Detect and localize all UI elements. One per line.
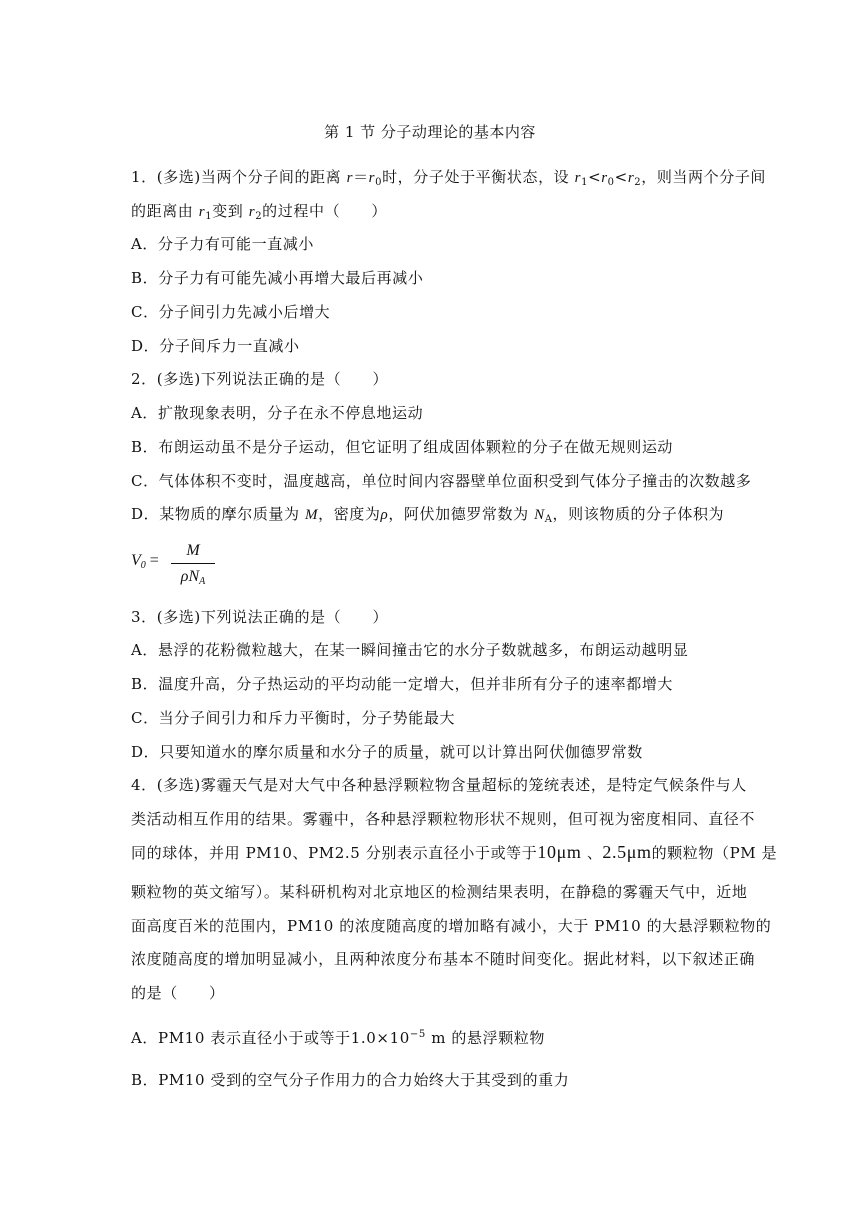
q3-option-d: D．只要知道水的摩尔质量和水分子的质量，就可以计算出阿伏伽德罗常数 (131, 743, 643, 761)
q4-option-a-part: A．PM10 表示直径小于或等于 (131, 1029, 351, 1047)
symbol-r2: r (248, 204, 256, 220)
q1-stem-part: 1．(多选)当两个分子间的距离 (131, 168, 347, 186)
formula-V-sub: 0 (140, 560, 146, 571)
symbol-r1-sub: 1 (581, 177, 589, 188)
symbol-r2: r (627, 170, 635, 186)
q4-line-2: 类活动相互作用的结果。雾霾中，各种悬浮颗粒物形状不规则，但可视为密度相同、直径不 (131, 810, 756, 828)
symbol-r0-sub: 0 (607, 177, 615, 188)
q2-stem: 2．(多选)下列说法正确的是（ ） (131, 370, 389, 388)
q2-option-d-part: ，则该物质的分子体积为 (552, 505, 725, 523)
symbol-M: M (305, 507, 319, 523)
formula-fraction-bar (171, 563, 215, 564)
symbol-rho: ρ (380, 507, 389, 523)
symbol-r0: r (601, 170, 608, 186)
q2-option-a: A．扩散现象表明，分子在永不停息地运动 (131, 404, 424, 422)
symbol-r0-sub: 0 (375, 177, 383, 188)
formula-den-sub: A (199, 576, 206, 587)
q3-stem: 3．(多选)下列说法正确的是（ ） (131, 608, 389, 626)
formula-numerator: M (186, 542, 200, 559)
q4-line-7: 的是（ ） (131, 984, 225, 1002)
section-title: 第 1 节 分子动理论的基本内容 (324, 123, 536, 141)
q2-option-d-part: ，阿伏加德罗常数为 (388, 505, 535, 523)
q3-option-b: B．温度升高，分子热运动的平均动能一定增大，但并非所有分子的速率都增大 (131, 675, 674, 693)
formula-fraction (171, 540, 215, 588)
formula-lhs (131, 552, 159, 570)
q4-option-a-exponent: −5 (409, 1029, 426, 1040)
q1-stem-part: 时，分子处于平衡状态，设 (382, 168, 575, 186)
symbol-r1: r (574, 170, 582, 186)
symbol-r2-sub: 2 (255, 211, 263, 222)
q4-2-5um: 2.5μm (602, 842, 652, 862)
q3-option-a: A．悬浮的花粉微粒越大，在某一瞬间撞击它的水分子数就越多，布朗运动越明显 (131, 641, 689, 659)
q1-stem-line1 (131, 166, 767, 188)
symbol-lt: < (588, 168, 602, 186)
q4-line-3 (131, 842, 778, 863)
symbol-lt: < (614, 168, 628, 186)
formula-equals: = (145, 552, 159, 569)
q1-stem-part: 的过程中（ ） (262, 202, 387, 220)
q1-option-c: C．分子间引力先减小后增大 (131, 303, 331, 321)
q4-line-1: 4．(多选)雾霾天气是对大气中各种悬浮颗粒物含量超标的笼统表述，是特定气候条件与人 (131, 776, 747, 794)
q4-line-3-part: 同的球体，并用 PM10、PM2.5 分别表示直径小于或等于 (131, 844, 538, 862)
q4-line-3-part: 的颗粒物（PM 是 (651, 844, 778, 862)
symbol-r2-sub: 2 (634, 177, 642, 188)
q4-option-a (131, 1027, 731, 1048)
symbol-equals: ＝ (353, 168, 369, 186)
q4-line-3-part: 、 (581, 844, 603, 862)
q4-line-6: 浓度随高度的增加明显减小，且两种浓度分布基本不随时间变化。据此材料，以下叙述正确 (131, 950, 756, 968)
q2-option-c: C．气体体积不变时，温度越高，单位时间内容器壁单位面积受到气体分子撞击的次数越多 (131, 472, 752, 490)
q3-option-c: C．当分子间引力和斥力平衡时，分子势能最大 (131, 709, 456, 727)
q1-option-d: D．分子间斥力一直减小 (131, 337, 300, 355)
symbol-NA: N (534, 507, 545, 523)
q1-option-b: B．分子力有可能先减小再增大最后再减小 (131, 269, 424, 287)
symbol-r1-sub: 1 (205, 211, 213, 222)
q4-10um: 10μm (537, 842, 582, 862)
q1-stem-part: ，则当两个分子间 (641, 168, 767, 186)
q2-option-d-part: D．某物质的摩尔质量为 (131, 505, 305, 523)
q1-stem-part: 变到 (212, 202, 249, 220)
formula-den-text: ρN (180, 568, 200, 585)
q2-option-b: B．布朗运动虽不是分子运动，但它证明了组成固体颗粒的分子在做无规则运动 (131, 438, 674, 456)
q4-option-a-part: m 的悬浮颗粒物 (425, 1029, 545, 1047)
symbol-r1: r (198, 204, 206, 220)
formula-V: V (131, 552, 141, 569)
q4-option-b: B．PM10 受到的空气分子作用力的合力始终大于其受到的重力 (131, 1071, 570, 1089)
q2-option-d (131, 503, 731, 524)
symbol-r0: r (368, 170, 376, 186)
q1-option-a: A．分子力有可能一直减小 (131, 235, 315, 253)
q4-option-a-value: 1.0×10 (350, 1029, 410, 1047)
formula-denominator (171, 566, 215, 588)
q4-line-5: 面高度百米的范围内，PM10 的浓度随高度的增加略有减小，大于 PM10 的大悬浮颗粒物的 (131, 917, 772, 935)
q1-stem-part: 的距离由 (131, 202, 199, 220)
q4-line-4: 颗粒物的英文缩写）。某科研机构对北京地区的检测结果表明，在静稳的雾霾天气中，近地 (131, 883, 748, 901)
symbol-NA-sub: A (544, 514, 553, 525)
q2-option-d-part: ，密度为 (318, 505, 381, 523)
q1-stem-line2 (131, 200, 731, 221)
symbol-r: r (346, 170, 354, 186)
